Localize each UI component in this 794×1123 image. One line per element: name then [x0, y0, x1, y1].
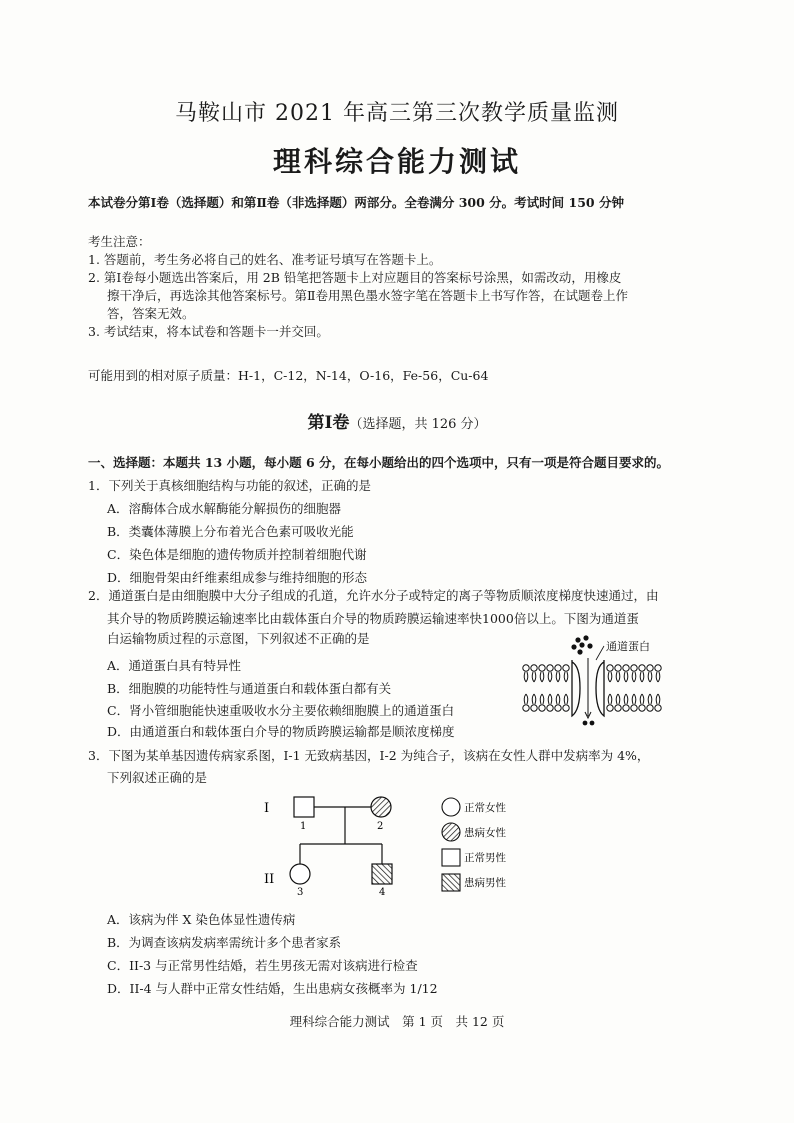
note-item: 擦干净后，再选涂其他答案标号。第Ⅱ卷用黑色墨水签字笔在答题卡上书写作答，在试题卷上作	[107, 288, 628, 303]
exam-title: 马鞍山市 2021 年高三第三次教学质量监测	[175, 101, 619, 126]
q1-option-a: A．溶酶体合成水解酶能分解损伤的细胞器	[107, 501, 342, 516]
q3-option-a: A．该病为伴 X 染色体显性遗传病	[107, 912, 296, 927]
section-instruction: 一、选择题：本题共 13 小题，每小题 6 分，在每小题给出的四个选项中，只有一项是符合题目要求的。	[88, 455, 670, 470]
q3-option-c: C．II-3 与正常男性结婚，若生男孩无需对该病进行检查	[107, 958, 418, 973]
q2-stem: 其介导的物质跨膜运输速率比由载体蛋白介导的物质跨膜运输速率快1000倍以上。下图为通道蛋	[107, 611, 639, 626]
q2-stem: 白运输物质过程的示意图，下列叙述不正确的是	[107, 631, 370, 646]
q1-option-b: B．类囊体薄膜上分布着光合色素可吸收光能	[107, 524, 354, 539]
q1-option-c: C．染色体是细胞的遗传物质并控制着细胞代谢	[107, 547, 367, 562]
q2-stem: 2．通道蛋白是由细胞膜中大分子组成的孔道，允许水分子或特定的离子等物质顺浓度梯度快速通过，由	[88, 588, 659, 603]
individual-ii3-normal-female	[290, 864, 310, 884]
legend-label: 正常女性	[464, 802, 506, 814]
individual-i2-affected-female	[371, 797, 391, 817]
pedigree-chart	[260, 788, 530, 900]
individual-i1-normal-male	[294, 797, 314, 817]
individual-number: 4	[379, 887, 386, 898]
solute-dots	[571, 635, 592, 654]
section-name: 第Ⅰ卷	[307, 413, 350, 433]
note-item: 1. 答题前，考生务必将自己的姓名、准考证号填写在答题卡上。	[88, 252, 442, 267]
q2-option-a: A．通道蛋白具有特异性	[107, 658, 242, 673]
legend-label: 患病男性	[464, 877, 506, 889]
q3-stem: 下列叙述正确的是	[107, 770, 208, 785]
section-title	[0, 408, 794, 433]
q1-stem: 1．下列关于真核细胞结构与功能的叙述，正确的是	[88, 478, 371, 493]
section-note: （选择题，共 126 分）	[349, 417, 487, 432]
q2-option-d: D．由通道蛋白和载体蛋白介导的物质跨膜运输都是顺浓度梯度	[107, 724, 455, 739]
atomic-masses: 可能用到的相对原子质量：H-1，C-12，N-14，O-16，Fe-56，Cu-64	[88, 368, 489, 383]
note-item: 答，答案无效。	[107, 306, 195, 321]
legend-label: 正常男性	[464, 852, 506, 864]
notes-heading: 考生注意：	[88, 234, 151, 249]
q3-stem: 3．下图为某单基因遗传病家系图，I-1 无致病基因，I-2 为纯合子，该病在女性人群中发病率为 4%，	[88, 748, 650, 763]
individual-ii4-affected-male	[372, 864, 392, 884]
exam-intro: 本试卷分第Ⅰ卷（选择题）和第Ⅱ卷（非选择题）两部分。全卷满分 300 分。考试时间 150 分钟	[88, 195, 624, 210]
individual-number: 2	[377, 821, 384, 832]
channel-protein-label: 通道蛋白	[606, 640, 650, 653]
q1-option-d: D．细胞骨架由纤维素组成参与维持细胞的形态	[107, 570, 368, 585]
individual-number: 1	[300, 821, 307, 832]
pedigree-legend	[442, 798, 506, 891]
note-item: 2. 第Ⅰ卷每小题选出答案后，用 2B 铅笔把答题卡上对应题目的答案标号涂黑，如需改动，用橡皮	[88, 270, 622, 285]
generation-i-label: I	[264, 801, 270, 816]
page-footer: 理科综合能力测试 第 1 页 共 12 页	[289, 1014, 505, 1029]
lipid-bilayer	[523, 665, 661, 711]
exam-subtitle: 理科综合能力测试	[272, 145, 521, 178]
channel-protein-figure	[518, 632, 664, 728]
individual-number: 3	[297, 887, 304, 898]
q3-option-d: D．II-4 与人群中正常女性结婚，生出患病女孩概率为 1/12	[107, 981, 438, 996]
q2-option-c: C．肾小管细胞能快速重吸收水分主要依赖细胞膜上的通道蛋白	[107, 703, 455, 718]
generation-ii-label: II	[264, 872, 275, 887]
legend-label: 患病女性	[464, 827, 506, 839]
note-item: 3. 考试结束，将本试卷和答题卡一并交回。	[88, 324, 329, 339]
q3-option-b: B．为调查该病发病率需统计多个患者家系	[107, 935, 342, 950]
q2-option-b: B．细胞膜的功能特性与通道蛋白和载体蛋白都有关	[107, 681, 392, 696]
